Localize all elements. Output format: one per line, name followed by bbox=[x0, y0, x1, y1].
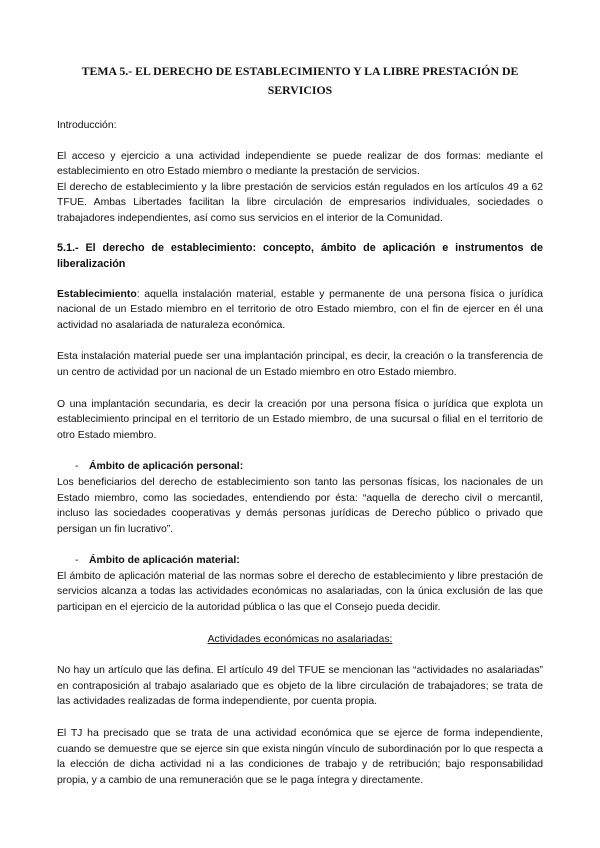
definition-text: : aquella instalación material, estable y permanente de una persona física o jurídica nacional de un Estado miembro en el territorio de otro Estado miembro, con el fin de ejercer en él una actividad no asalariada de naturaleza económica. bbox=[57, 288, 543, 331]
heading-ambito-material-text: Ámbito de aplicación material: bbox=[89, 555, 240, 567]
definition-term: Establecimiento bbox=[57, 288, 137, 300]
paragraph-actividades-2: El TJ ha precisado que se trata de una actividad económica que se ejerce de forma independiente, cuando se demuestre que se ejerce sin que exista ningún vínculo de subordinación por lo que respecta a la elección de dicha actividad ni a las condiciones de trabajo y de retribución; bajo responsabilidad propia, y a cambio de una remuneración que se le paga íntegra y directamente. bbox=[57, 728, 543, 786]
bullet-dash: - bbox=[75, 555, 79, 567]
paragraph-actividades-1: No hay un artículo que las defina. El artículo 49 del TFUE se mencionan las “actividades no asalariadas” en contraposición al trabajo asalariado que es objeto de la libre circulación de trabajadores; se trata de las actividades realizadas de forma independiente, por cuenta propia. bbox=[57, 665, 543, 708]
heading-ambito-personal-text: Ámbito de aplicación personal: bbox=[89, 461, 244, 473]
heading-ambito-material bbox=[57, 553, 543, 569]
heading-ambito-personal bbox=[57, 459, 543, 475]
document-title: TEMA 5.- EL DERECHO DE ESTABLECIMIENTO Y LA LIBRE PRESTACIÓN DE SERVICIOS bbox=[81, 64, 519, 97]
bullet-dash: - bbox=[75, 461, 79, 473]
paragraph-implantacion-principal: Esta instalación material puede ser una implantación principal, es decir, la creación o la transferencia de un centro de actividad por un nacional de un Estado miembro en otro Estado miembro. bbox=[57, 351, 543, 378]
paragraph-ambito-material: El ámbito de aplicación material de las normas sobre el derecho de establecimiento y libre prestación de servicios alcanza a todas las actividades económicas no asalariadas, con la única exclusión de las que participan en el ejercicio de la autoridad pública o las que el Consejo pueda decidir. bbox=[57, 570, 543, 614]
paragraph-implantacion-secundaria: O una implantación secundaria, es decir la creación por una persona física o jurídica que explota un establecimiento principal en el territorio de un Estado miembro, de una sucursal o filial en el territorio de otro Estado miembro. bbox=[57, 398, 543, 441]
heading-actividades: Actividades económicas no asalariadas: bbox=[207, 633, 393, 645]
document-page bbox=[57, 62, 543, 788]
paragraph-ambito-personal: Los beneficiarios del derecho de establecimiento son tanto las personas físicas, los nacionales de un Estado miembro, como las sociedades, entendiendo por ésta: “aquella de derecho civil o mercantil, incluso las sociedades cooperativas y demás personas jurídicas de Derecho público o privado que persigan un fin lucrativo”. bbox=[57, 476, 543, 535]
intro-paragraph-1: El acceso y ejercicio a una actividad independiente se puede realizar de dos formas: mediante el establecimiento en otro Estado miembro o mediante la prestación de servicios. bbox=[57, 150, 543, 178]
intro-paragraph-2: El derecho de establecimiento y la libre prestación de servicios están regulados en los artículos 49 a 62 TFUE. Ambas Libertades facilitan la libre circulación de empresarios individuales, sociedades o trabajadores independientes, así como sus servicios en el interior de la Comunidad. bbox=[57, 181, 543, 224]
section-heading: 5.1.- El derecho de establecimiento: concepto, ámbito de aplicación e instrumentos de liberalización bbox=[57, 241, 543, 270]
definition-paragraph bbox=[57, 287, 543, 334]
intro-label: Introducción: bbox=[57, 120, 117, 131]
